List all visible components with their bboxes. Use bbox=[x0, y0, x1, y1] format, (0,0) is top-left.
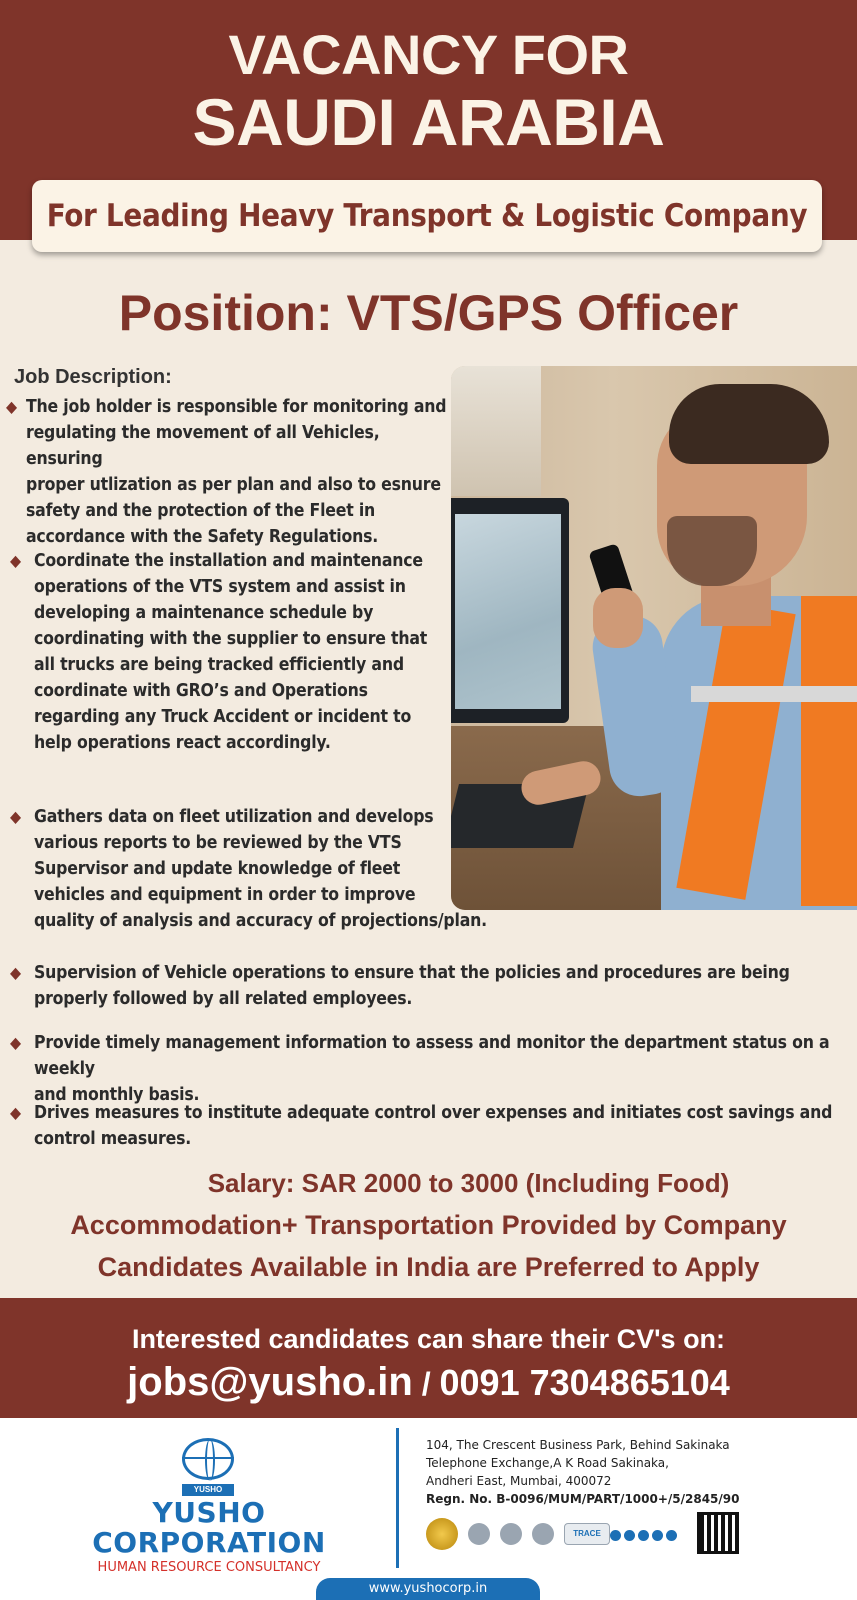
title-line-2: SAUDI ARABIA bbox=[192, 85, 665, 159]
contact-line bbox=[0, 1360, 857, 1405]
company-address: 104, The Crescent Business Park, Behind Sakinaka Telephone Exchange,A K Road Sakinaka, Andheri East, Mumbai, 400072 bbox=[426, 1438, 730, 1488]
company-name-line-2: CORPORATION bbox=[92, 1526, 326, 1559]
youtube-icon[interactable] bbox=[666, 1530, 677, 1541]
diamond-bullet-icon: ◆ bbox=[10, 807, 21, 826]
bullet-item-5: ◆ Provide timely management information to assess and monitor the department status on a weekly and monthly basis. bbox=[34, 1030, 849, 1108]
person-hair bbox=[669, 384, 829, 464]
footer bbox=[0, 1418, 857, 1600]
diamond-bullet-icon: ◆ bbox=[10, 1033, 21, 1052]
salary-text: Salary: SAR 2000 to 3000 (Including Food) bbox=[207, 1168, 730, 1198]
qr-code-icon bbox=[697, 1512, 739, 1554]
linkedin-icon[interactable] bbox=[652, 1530, 663, 1541]
candidates-preference-text: Candidates Available in India are Preferred to Apply bbox=[97, 1252, 760, 1282]
diamond-bullet-icon: ◆ bbox=[6, 397, 17, 416]
email-link[interactable]: jobs@yusho.in bbox=[127, 1360, 413, 1404]
contact-band bbox=[0, 1298, 857, 1418]
certification-badge-icon bbox=[500, 1523, 522, 1545]
registration-number: Regn. No. B-0096/MUM/PART/1000+/5/2845/90 bbox=[426, 1492, 740, 1506]
trace-badge: TRACE bbox=[564, 1523, 610, 1545]
award-badge-icon bbox=[426, 1518, 458, 1550]
safety-vest-right bbox=[801, 596, 857, 906]
bullet-item-2: ◆ Coordinate the installation and maintenance operations of the VTS system and assist in developing a maintenance schedule by coordinating with the supplier to ensure that all trucks are being tracked efficiently and coordinate with GRO’s and Operations regarding any Truck Accident or incident to help operations react accordingly. bbox=[34, 548, 454, 756]
diamond-bullet-icon: ◆ bbox=[10, 1103, 21, 1122]
website-link[interactable]: www.yushocorp.in bbox=[316, 1578, 540, 1600]
map-screen bbox=[455, 514, 561, 709]
title-line-1: VACANCY FOR bbox=[228, 23, 629, 86]
logo-tag: YUSHO bbox=[182, 1484, 234, 1496]
certification-badges bbox=[426, 1518, 610, 1550]
phone-number[interactable]: 0091 7304865104 bbox=[439, 1362, 730, 1403]
photo-window bbox=[451, 366, 541, 496]
bullet-item-3: ◆ Gathers data on fleet utilization and develops various reports to be reviewed by the VTS Supervisor and update knowledge of fleet vehicles and equipment in order to improve quality of analysis and accuracy of projections/plan. bbox=[34, 804, 514, 934]
job-description-title: Job Description: bbox=[14, 366, 172, 388]
bullet-item-4: ◆ Supervision of Vehicle operations to ensure that the policies and procedures are being properly followed by all related employees. bbox=[34, 960, 844, 1012]
position-title: Position: VTS/GPS Officer bbox=[118, 285, 739, 341]
certification-badge-icon bbox=[468, 1523, 490, 1545]
accommodation-text: Accommodation+ Transportation Provided by Company bbox=[70, 1210, 787, 1240]
bullet-item-6: ◆ Drives measures to institute adequate control over expenses and initiates cost savings and control measures. bbox=[34, 1100, 844, 1152]
diamond-bullet-icon: ◆ bbox=[10, 963, 21, 982]
certification-badge-icon bbox=[532, 1523, 554, 1545]
globe-logo-icon bbox=[182, 1438, 234, 1480]
vest-stripe bbox=[691, 686, 857, 702]
footer-divider bbox=[396, 1428, 399, 1568]
company-name-line-1: YUSHO bbox=[152, 1496, 266, 1529]
twitter-icon[interactable] bbox=[638, 1530, 649, 1541]
bullet-item-1: ◆ The job holder is responsible for monitoring and regulating the movement of all Vehicles, ensuring proper utlization as per plan and also to esnure safety and the protection of the Fleet in accordance with the Safety Regulations. bbox=[26, 394, 456, 550]
share-cv-text: Interested candidates can share their CV's on: bbox=[131, 1324, 726, 1354]
subtitle-box: For Leading Heavy Transport & Logistic Company bbox=[32, 180, 822, 252]
social-icons bbox=[610, 1530, 677, 1541]
instagram-icon[interactable] bbox=[624, 1530, 635, 1541]
company-tagline: HUMAN RESOURCE CONSULTANCY bbox=[97, 1560, 321, 1575]
person-beard bbox=[667, 516, 757, 586]
contact-separator: / bbox=[412, 1366, 440, 1402]
person-hand bbox=[593, 588, 643, 648]
facebook-icon[interactable] bbox=[610, 1530, 621, 1541]
diamond-bullet-icon: ◆ bbox=[10, 551, 21, 570]
